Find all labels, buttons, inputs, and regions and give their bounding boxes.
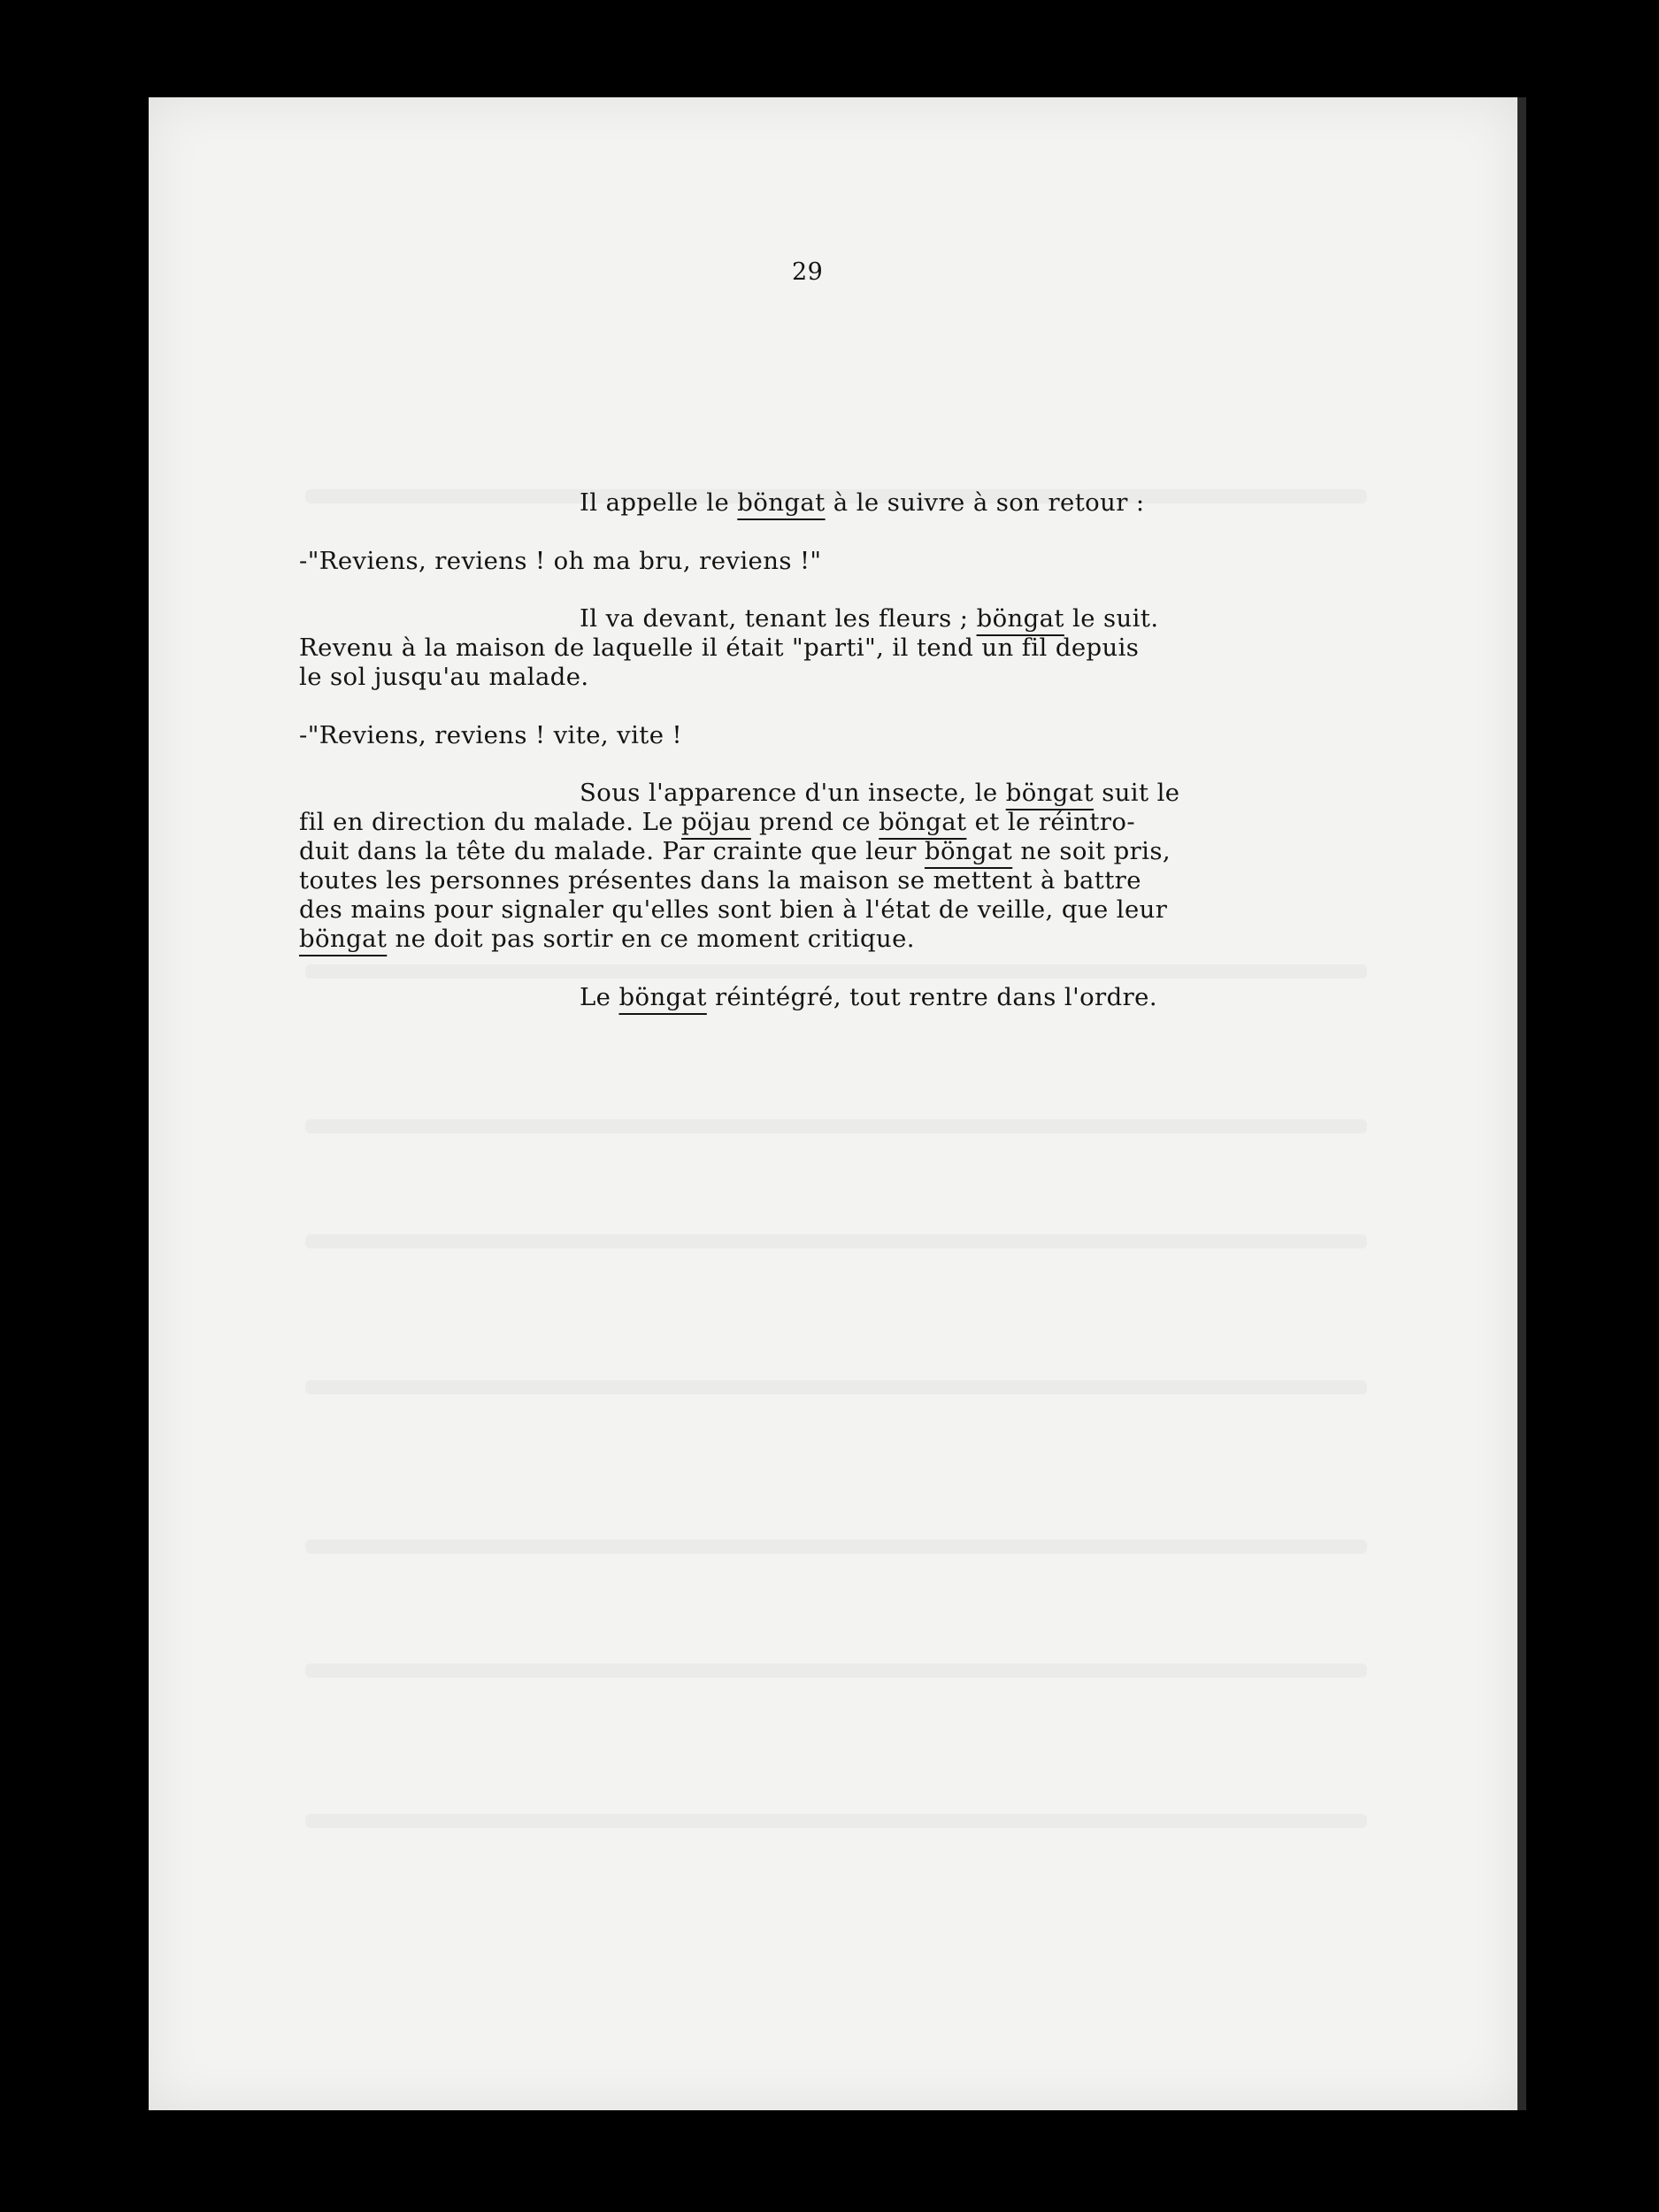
bleed-through-text (305, 1663, 1367, 1678)
text-line: Le böngat réintégré, tout rentre dans l'ordre. (580, 983, 1157, 1011)
text-line: Il appelle le böngat à le suivre à son retour : (580, 488, 1145, 517)
bleed-through-text (305, 964, 1367, 979)
page-edge (1517, 97, 1526, 2110)
bleed-through-text (305, 1234, 1367, 1248)
document-page (149, 97, 1517, 2110)
bleed-through-text (305, 1814, 1367, 1828)
text-line: toutes les personnes présentes dans la maison se mettent à battre (299, 866, 1141, 895)
bleed-through-text (305, 1540, 1367, 1554)
text-line: Il va devant, tenant les fleurs ; böngat le suit. (580, 604, 1159, 633)
text-line: -"Reviens, reviens ! oh ma bru, reviens !" (299, 547, 822, 575)
text-line: duit dans la tête du malade. Par crainte que leur böngat ne soit pris, (299, 837, 1171, 865)
text-line: des mains pour signaler qu'elles sont bien à l'état de veille, que leur (299, 895, 1168, 924)
bleed-through-text (305, 1119, 1367, 1133)
text-line: Sous l'apparence d'un insecte, le böngat suit le (580, 779, 1180, 807)
text-line: -"Reviens, reviens ! vite, vite ! (299, 721, 683, 749)
text-line: böngat ne doit pas sortir en ce moment critique. (299, 925, 915, 953)
text-line: Revenu à la maison de laquelle il était "parti", il tend un fil depuis (299, 634, 1140, 662)
text-line: fil en direction du malade. Le pöjau prend ce böngat et le réintro- (299, 808, 1136, 836)
text-line: le sol jusqu'au malade. (299, 663, 589, 691)
bleed-through-text (305, 1380, 1367, 1394)
page-number: 29 (792, 258, 824, 286)
